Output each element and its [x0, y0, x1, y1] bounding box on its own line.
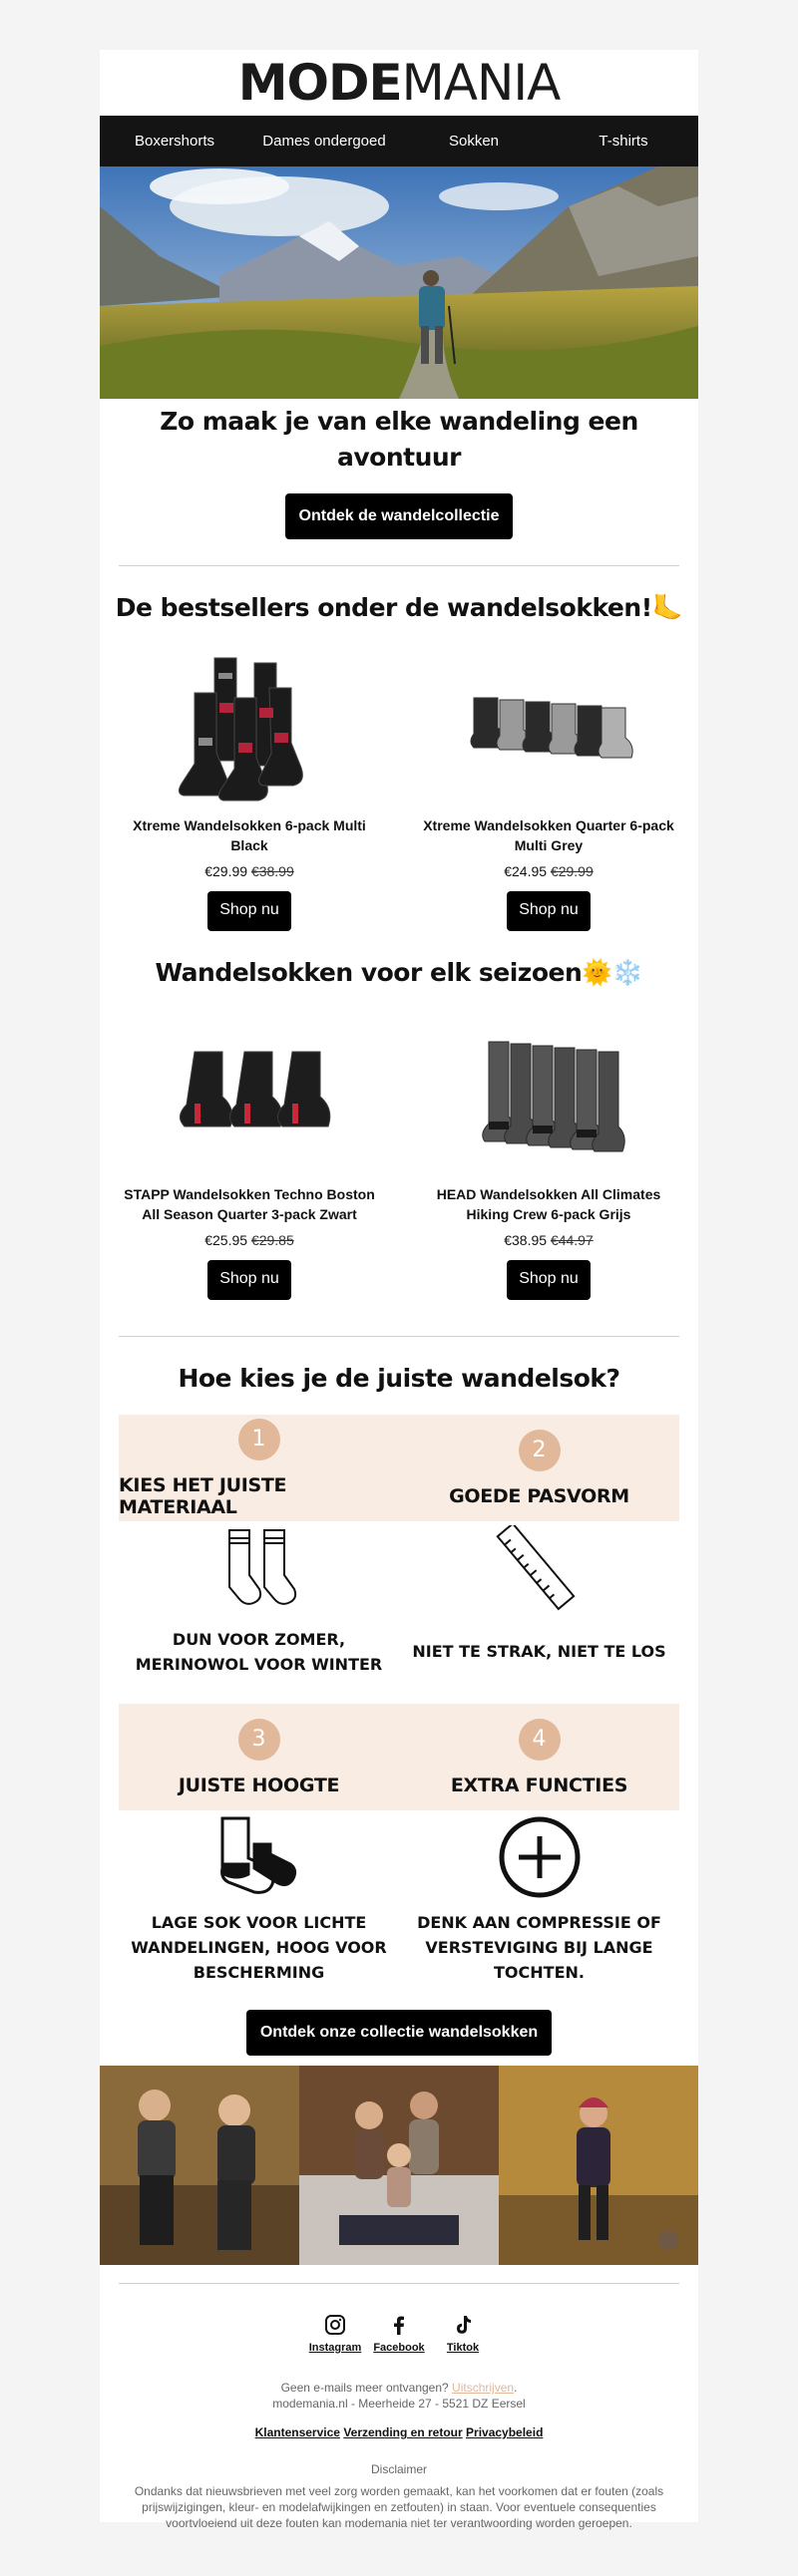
footer-links	[100, 2425, 698, 2439]
plus-circle-icon	[497, 1814, 583, 1900]
old-price: €29.85	[250, 1232, 294, 1248]
nav-tshirts[interactable]: T-shirts	[598, 133, 648, 150]
ruler-icon	[495, 1525, 585, 1615]
shop-now-button[interactable]: Shop nu	[207, 891, 291, 931]
step-title: JUISTE HOOGTE	[178, 1773, 340, 1796]
nav-sokken[interactable]: Sokken	[448, 133, 500, 150]
bestsellers-list	[100, 648, 698, 931]
lifestyle-photos	[100, 2066, 698, 2265]
social-label[interactable]: Facebook	[373, 2342, 425, 2354]
guide-steps	[119, 1415, 679, 1990]
nav-dames-ondergoed[interactable]: Dames ondergoed	[262, 133, 386, 150]
shop-now-button[interactable]: Shop nu	[207, 1260, 291, 1300]
product-name[interactable]: STAPP Wandelsokken Techno Boston All Season Quarter 3-pack Zwart	[124, 1186, 375, 1222]
steps-detail	[119, 1810, 679, 1990]
email-container	[100, 50, 698, 2530]
step-text: NIET TE STRAK, NIET TE LOS	[412, 1642, 666, 1661]
step-text: DUN VOOR ZOMER, MERINOWOL VOOR WINTER	[135, 1630, 383, 1674]
social-facebook[interactable]	[371, 2314, 427, 2354]
step-detail	[119, 1810, 399, 1990]
product-image[interactable]	[419, 1017, 678, 1176]
bestsellers-title: De bestsellers onder de wandelsokken!🦶	[115, 593, 683, 622]
product-name[interactable]: Xtreme Wandelsokken 6-pack Multi Black	[133, 817, 366, 853]
product-card[interactable]	[120, 1017, 379, 1300]
steps-band	[119, 1704, 679, 1810]
instagram-icon[interactable]	[324, 2314, 346, 2336]
step-number: 2	[519, 1430, 561, 1471]
product-card[interactable]	[120, 648, 379, 931]
disclaimer-title: Disclaimer	[370, 2462, 427, 2476]
hero-cta-button[interactable]: Ontdek de wandelcollectie	[285, 493, 514, 539]
link-klantenservice[interactable]: Klantenservice	[254, 2425, 340, 2439]
hero-image[interactable]	[100, 166, 698, 399]
step-header	[399, 1415, 679, 1521]
unsubscribe-link[interactable]: Uitschrijven	[452, 2381, 515, 2395]
top-spacer	[0, 0, 798, 50]
step-number: 4	[519, 1719, 561, 1761]
hero-title: Zo maak je van elke wandeling een avontuur	[160, 407, 638, 472]
lifestyle-photo-family[interactable]	[299, 2066, 499, 2265]
step-number: 1	[238, 1419, 280, 1460]
product-image[interactable]	[120, 1017, 379, 1176]
product-card[interactable]	[419, 1017, 678, 1300]
step-detail	[399, 1810, 679, 1990]
product-price: €29.99 €38.99	[204, 863, 294, 879]
social-label[interactable]: Tiktok	[446, 2342, 480, 2354]
link-privacybeleid[interactable]: Privacybeleid	[466, 2425, 544, 2439]
step-title: KIES HET JUISTE MATERIAAL	[119, 1473, 287, 1518]
steps-detail	[119, 1521, 679, 1704]
seasons-title: Wandelsokken voor elk seizoen🌞❄️	[155, 958, 643, 987]
old-price: €38.99	[250, 863, 294, 879]
step-title: GOEDE PASVORM	[449, 1484, 629, 1507]
step-text: DENK AAN COMPRESSIE OF VERSTEVIGING BIJ LANGE TOCHTEN.	[417, 1913, 661, 1982]
product-image[interactable]	[120, 648, 379, 807]
guide-cta-button[interactable]: Ontdek onze collectie wandelsokken	[246, 2010, 552, 2056]
link-verzending[interactable]: Verzending en retour	[343, 2425, 463, 2439]
step-header	[119, 1415, 399, 1521]
social-instagram[interactable]	[307, 2314, 363, 2354]
sock-heights-icon	[214, 1814, 304, 1900]
step-detail	[399, 1521, 679, 1704]
product-name[interactable]: Xtreme Wandelsokken Quarter 6-pack Multi Grey	[423, 817, 674, 853]
lifestyle-photo-hikers[interactable]	[100, 2066, 299, 2265]
footer-unsubscribe: Geen e-mails meer ontvangen? Uitschrijven. modemania.nl - Meerheide 27 - 5521 DZ Eersel	[272, 2381, 526, 2411]
step-header	[119, 1704, 399, 1810]
step-number: 3	[238, 1719, 280, 1761]
section-divider	[119, 565, 679, 566]
steps-band	[119, 1415, 679, 1521]
shop-now-button[interactable]: Shop nu	[507, 1260, 591, 1300]
section-divider	[119, 2283, 679, 2284]
step-text: LAGE SOK VOOR LICHTE WANDELINGEN, HOOG VOOR BESCHERMING	[131, 1913, 387, 1982]
step-detail	[119, 1521, 399, 1704]
old-price: €44.97	[550, 1232, 594, 1248]
product-price: €24.95 €29.99	[504, 863, 594, 879]
nav-boxershorts[interactable]: Boxershorts	[134, 133, 215, 150]
tiktok-icon[interactable]	[452, 2314, 474, 2336]
social-tiktok[interactable]	[435, 2314, 491, 2354]
step-title: EXTRA FUNCTIES	[450, 1773, 628, 1796]
social-links	[100, 2314, 698, 2354]
disclaimer-text: Ondanks dat nieuwsbrieven met veel zorg worden gemaakt, kan het voorkomen dat er fouten (zoals prijswijzigingen, kleur- en modelafwijkingen en zetfouten) in staan. Voor eventuele consequenties voortvloeiend uit deze fouten kan modemania niet ter verantwoording worden geroepen.	[134, 2484, 664, 2530]
main-nav	[100, 116, 698, 166]
step-header	[399, 1704, 679, 1810]
guide-title: Hoe kies je de juiste wandelsok?	[178, 1364, 620, 1393]
product-name[interactable]: HEAD Wandelsokken All Climates Hiking Crew 6-pack Grijs	[436, 1186, 661, 1222]
socks-icon	[214, 1525, 304, 1615]
footer-address: modemania.nl - Meerheide 27 - 5521 DZ Eersel	[272, 2397, 526, 2411]
lifestyle-photo-walker[interactable]	[499, 2066, 698, 2265]
section-divider	[119, 1336, 679, 1337]
facebook-icon[interactable]	[388, 2314, 410, 2336]
product-price: €25.95 €29.85	[204, 1232, 294, 1248]
product-card[interactable]	[419, 648, 678, 931]
old-price: €29.99	[550, 863, 594, 879]
product-price: €38.95 €44.97	[504, 1232, 594, 1248]
seasons-list	[100, 1017, 698, 1300]
brand-logo[interactable]: MODE MANIA	[237, 54, 561, 112]
product-image[interactable]	[419, 648, 678, 807]
social-label[interactable]: Instagram	[308, 2342, 362, 2354]
shop-now-button[interactable]: Shop nu	[507, 891, 591, 931]
